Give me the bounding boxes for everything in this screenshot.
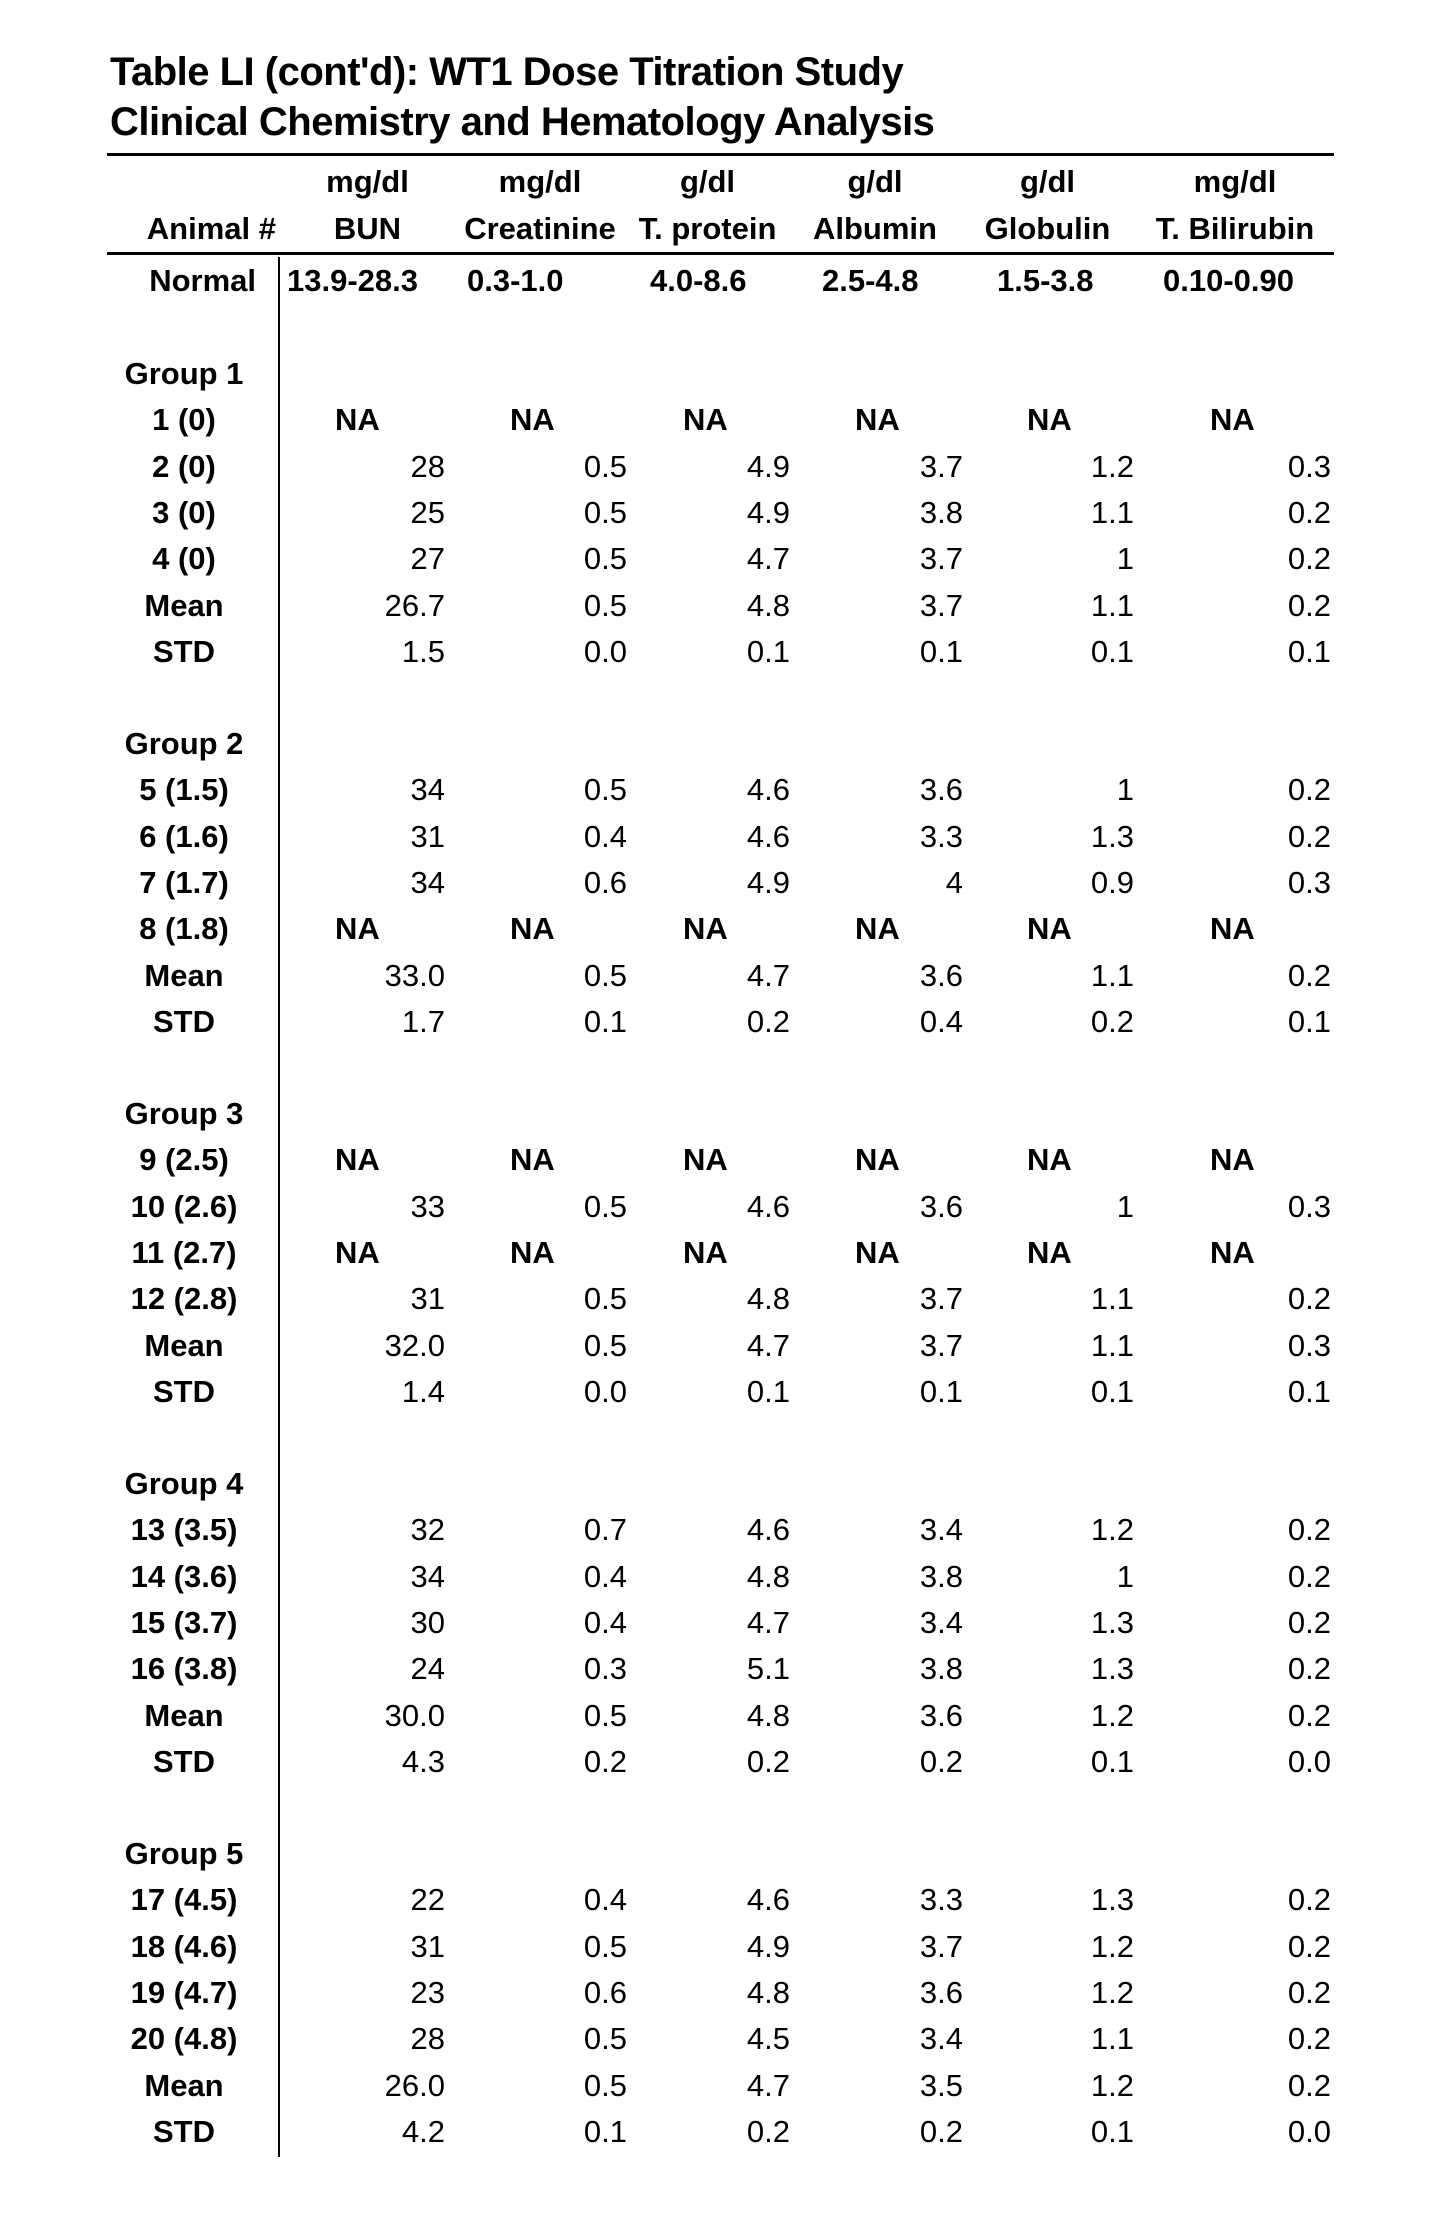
cell-value: NA [683,911,728,946]
cell-value: 0.2 [919,1744,963,1779]
cell-value: 0.5 [583,1929,627,1964]
cell-value: 4.6 [746,1512,790,1547]
cell-value: 3.6 [919,772,963,807]
cell-value: 0.2 [1287,1698,1331,1733]
cell-value: 0.2 [583,1744,627,1779]
cell-value: NA [1027,911,1072,946]
group-header-row [0,1096,1453,1136]
cell-value: 4.8 [746,1698,790,1733]
cell-value: 1.1 [1090,958,1134,993]
cell-value: 0.1 [1090,1374,1134,1409]
normal-t-bilirubin: 0.10-0.90 [1163,263,1294,298]
cell-value: 27 [410,541,445,576]
cell-value: 3.4 [919,1605,963,1640]
cell-value: 4.6 [746,1189,790,1224]
cell-value: 4.7 [746,541,790,576]
cell-value: 0.1 [919,634,963,669]
cell-value: 4.9 [746,865,790,900]
cell-value: 0.2 [1287,1929,1331,1964]
table-row [0,1281,1453,1321]
group-label: Group 5 [124,1836,244,1871]
cell-value: 0.3 [1287,449,1331,484]
header-creatinine: Creatinine [464,211,616,246]
cell-value: 1.2 [1090,449,1134,484]
cell-value: 31 [410,1929,445,1964]
cell-value: 3.6 [919,958,963,993]
cell-value: 0.1 [1287,1004,1331,1039]
row-label: Mean [144,1328,224,1363]
cell-value: 4.5 [746,2021,790,2056]
table-row [0,2021,1453,2061]
cell-value: 0.4 [583,1605,627,1640]
row-label: STD [153,1374,215,1409]
cell-value: 0.2 [1287,958,1331,993]
cell-value: 1.1 [1090,1328,1134,1363]
cell-value: 1 [1116,1189,1134,1224]
table-row [0,1189,1453,1229]
cell-value: 1.1 [1090,495,1134,530]
cell-value: 0.2 [1287,541,1331,576]
cell-value: 1.3 [1090,1605,1134,1640]
cell-value: 1.1 [1090,1281,1134,1316]
cell-value: 4.9 [746,449,790,484]
cell-value: 3.6 [919,1189,963,1224]
table-row [0,865,1453,905]
normal-albumin: 2.5-4.8 [822,263,919,298]
unit-albumin: g/dl [847,164,903,199]
cell-value: 0.2 [1287,819,1331,854]
cell-value: 0.3 [1287,1328,1331,1363]
cell-value: 28 [410,449,445,484]
cell-value: 34 [410,865,445,900]
row-label: 11 (2.7) [131,1235,237,1270]
cell-value: 0.3 [583,1651,627,1686]
cell-value: 0.1 [919,1374,963,1409]
cell-value: 3.5 [919,2068,963,2103]
row-label: 20 (4.8) [130,2021,238,2056]
cell-value: 34 [410,772,445,807]
cell-value: 3.6 [919,1698,963,1733]
cell-value: 0.2 [1287,1281,1331,1316]
normal-t-protein: 4.0-8.6 [650,263,747,298]
table-title: Table LI (cont'd): WT1 Dose Titration Study [110,50,904,94]
cell-value: 4.9 [746,1929,790,1964]
cell-value: 0.2 [746,1004,790,1039]
header-t-protein: T. protein [638,211,777,246]
cell-value: 4.6 [746,819,790,854]
table-row [0,541,1453,581]
row-label: 8 (1.8) [139,911,229,946]
cell-value: 4.7 [746,1605,790,1640]
cell-value: 0.1 [746,1374,790,1409]
cell-value: 0.0 [1287,1744,1331,1779]
cell-value: 34 [410,1559,445,1594]
group-header-row [0,356,1453,396]
cell-value: 3.4 [919,2021,963,2056]
table-row [0,1559,1453,1599]
normal-label: Normal [149,263,256,298]
unit-bun: mg/dl [326,164,409,199]
cell-value: 3.8 [919,495,963,530]
header-bun: BUN [333,211,402,246]
row-label: 9 (2.5) [139,1142,229,1177]
cell-value: 0.0 [1287,2114,1331,2149]
cell-value: 0.2 [746,1744,790,1779]
cell-value: 0.6 [583,865,627,900]
cell-value: NA [1210,911,1255,946]
row-label: 6 (1.6) [139,819,229,854]
header-globulin: Globulin [984,211,1111,246]
cell-value: 1.2 [1090,1512,1134,1547]
cell-value: 26.7 [384,588,445,623]
cell-value: 0.4 [919,1004,963,1039]
cell-value: 0.5 [583,2068,627,2103]
table-row [0,449,1453,489]
cell-value: 0.1 [1287,634,1331,669]
cell-value: 1.2 [1090,1929,1134,1964]
table-row [0,1004,1453,1044]
cell-value: 0.1 [583,2114,627,2149]
table-row [0,1744,1453,1784]
cell-value: 1.2 [1090,2068,1134,2103]
cell-value: 0.1 [583,1004,627,1039]
cell-value: 4.8 [746,1281,790,1316]
cell-value: 1.4 [401,1374,445,1409]
cell-value: 24 [410,1651,445,1686]
row-label: Mean [144,1698,224,1733]
row-label: 17 (4.5) [130,1882,238,1917]
table-row [0,958,1453,998]
row-label: Mean [144,2068,224,2103]
cell-value: 0.2 [919,2114,963,2149]
cell-value: 1 [1116,1559,1134,1594]
cell-value: 0.5 [583,1189,627,1224]
table-row [0,819,1453,859]
unit-globulin: g/dl [1019,164,1076,199]
row-label: Mean [144,588,224,623]
cell-value: 0.2 [1287,1975,1331,2010]
header-albumin: Albumin [813,211,937,246]
table-row [0,772,1453,812]
cell-value: 3.7 [919,449,963,484]
table-row [0,1142,1453,1182]
cell-value: NA [510,1235,555,1270]
table-subtitle: Clinical Chemistry and Hematology Analysis [110,100,935,144]
cell-value: 0.5 [583,2021,627,2056]
table-row [0,1605,1453,1645]
cell-value: 0.1 [1090,634,1134,669]
cell-value: 4.8 [746,1559,790,1594]
cell-value: 3.6 [919,1975,963,2010]
cell-value: 3.8 [919,1559,963,1594]
cell-value: NA [1210,1235,1255,1270]
row-label: 3 (0) [152,495,216,530]
normal-range-row [0,263,1453,303]
cell-value: 0.2 [1287,1605,1331,1640]
cell-value: 0.5 [583,541,627,576]
cell-value: 0.3 [1287,865,1331,900]
cell-value: NA [1027,402,1072,437]
header-animal: Animal # [146,211,276,246]
column-header-row [0,211,1453,251]
row-label: STD [153,1004,215,1039]
table-row [0,1651,1453,1691]
cell-value: 0.2 [1287,772,1331,807]
cell-value: 1.7 [401,1004,445,1039]
cell-value: NA [683,1235,728,1270]
group-label: Group 1 [124,356,244,391]
row-label: 1 (0) [152,402,216,437]
cell-value: 0.4 [583,1559,627,1594]
units-row [0,164,1453,204]
cell-value: 4 [945,865,963,900]
cell-value: 0.9 [1090,865,1134,900]
cell-value: 0.2 [1287,1512,1331,1547]
cell-value: 1 [1116,772,1134,807]
table-row [0,1975,1453,2015]
cell-value: 4.7 [746,1328,790,1363]
table-row [0,1882,1453,1922]
cell-value: 3.3 [919,1882,963,1917]
row-label: 4 (0) [152,541,216,576]
cell-value: 0.2 [1287,1559,1331,1594]
cell-value: 25 [410,495,445,530]
row-label: 16 (3.8) [130,1651,238,1686]
group-label: Group 4 [124,1466,244,1501]
row-label: STD [153,2114,215,2149]
group-header-row [0,726,1453,766]
cell-value: 0.4 [583,1882,627,1917]
cell-value: 1.3 [1090,1651,1134,1686]
cell-value: 1.3 [1090,819,1134,854]
unit-t-protein: g/dl [679,164,736,199]
table-row [0,1374,1453,1414]
cell-value: 4.6 [746,1882,790,1917]
cell-value: NA [335,1142,380,1177]
cell-value: 3.7 [919,1929,963,1964]
row-label: 10 (2.6) [130,1189,238,1224]
cell-value: 26.0 [384,2068,445,2103]
cell-value: NA [855,1235,900,1270]
cell-value: 30 [410,1605,445,1640]
cell-value: NA [335,1235,380,1270]
cell-value: NA [510,1142,555,1177]
cell-value: 0.1 [1090,2114,1134,2149]
cell-value: 0.0 [583,1374,627,1409]
cell-value: NA [510,402,555,437]
cell-value: 3.7 [919,1281,963,1316]
cell-value: 0.2 [1090,1004,1134,1039]
table-row [0,1698,1453,1738]
cell-value: 0.5 [583,772,627,807]
table-row [0,2114,1453,2154]
cell-value: 4.7 [746,2068,790,2103]
cell-value: NA [1027,1142,1072,1177]
cell-value: 0.0 [583,634,627,669]
cell-value: 0.5 [583,588,627,623]
cell-value: 3.3 [919,819,963,854]
cell-value: 0.2 [1287,1651,1331,1686]
row-label: STD [153,634,215,669]
cell-value: 0.7 [583,1512,627,1547]
cell-value: NA [855,911,900,946]
cell-value: NA [335,402,380,437]
row-label: 7 (1.7) [139,865,229,900]
cell-value: NA [855,1142,900,1177]
table-row [0,588,1453,628]
cell-value: 31 [410,1281,445,1316]
cell-value: 1 [1116,541,1134,576]
cell-value: NA [1027,1235,1072,1270]
cell-value: 4.9 [746,495,790,530]
cell-value: 4.8 [746,1975,790,2010]
group-label: Group 2 [124,726,244,761]
row-label: Mean [144,958,224,993]
cell-value: 0.1 [1287,1374,1331,1409]
cell-value: NA [510,911,555,946]
cell-value: 1.1 [1090,588,1134,623]
cell-value: 0.1 [746,634,790,669]
table-row [0,2068,1453,2108]
row-label: 15 (3.7) [130,1605,238,1640]
group-label: Group 3 [124,1096,244,1131]
cell-value: 0.5 [583,449,627,484]
cell-value: 4.7 [746,958,790,993]
cell-value: 0.1 [1090,1744,1134,1779]
cell-value: NA [855,402,900,437]
cell-value: NA [1210,402,1255,437]
cell-value: 4.6 [746,772,790,807]
table-row [0,911,1453,951]
cell-value: 33.0 [384,958,445,993]
cell-value: 0.3 [1287,1189,1331,1224]
cell-value: 0.2 [1287,1882,1331,1917]
table-row [0,1512,1453,1552]
row-label: 14 (3.6) [130,1559,238,1594]
cell-value: 32 [410,1512,445,1547]
cell-value: 0.2 [1287,588,1331,623]
cell-value: 0.5 [583,495,627,530]
cell-value: 4.8 [746,588,790,623]
cell-value: 32.0 [384,1328,445,1363]
cell-value: 0.5 [583,958,627,993]
table-row [0,1235,1453,1275]
cell-value: 0.2 [1287,2021,1331,2056]
group-header-row [0,1836,1453,1876]
row-label: 12 (2.8) [130,1281,238,1316]
cell-value: 33 [410,1189,445,1224]
cell-value: 31 [410,819,445,854]
table-row [0,495,1453,535]
unit-t-bilirubin: mg/dl [1193,164,1277,199]
cell-value: 0.2 [1287,2068,1331,2103]
table-row [0,402,1453,442]
row-label: 18 (4.6) [130,1929,238,1964]
unit-creatinine: mg/dl [498,164,582,199]
cell-value: 0.6 [583,1975,627,2010]
cell-value: NA [683,1142,728,1177]
cell-value: 1.5 [401,634,445,669]
row-label: 2 (0) [152,449,216,484]
table-row [0,1328,1453,1368]
row-label: 13 (3.5) [130,1512,238,1547]
cell-value: 0.5 [583,1328,627,1363]
cell-value: 30.0 [384,1698,445,1733]
title-rule [107,153,1334,156]
cell-value: 0.2 [746,2114,790,2149]
cell-value: 0.2 [1287,495,1331,530]
row-label: 19 (4.7) [130,1975,238,2010]
cell-value: 1.1 [1090,2021,1134,2056]
normal-bun: 13.9-28.3 [287,263,418,298]
table-row [0,1929,1453,1969]
row-label: STD [153,1744,215,1779]
group-header-row [0,1466,1453,1506]
cell-value: NA [683,402,728,437]
table-row [0,634,1453,674]
header-rule [107,252,1334,255]
cell-value: 28 [410,2021,445,2056]
cell-value: 1.3 [1090,1882,1134,1917]
cell-value: 3.7 [919,1328,963,1363]
cell-value: 3.8 [919,1651,963,1686]
cell-value: 4.3 [401,1744,445,1779]
header-t-bilirubin: T. Bilirubin [1155,211,1315,246]
row-label: 5 (1.5) [139,772,229,807]
cell-value: 3.7 [919,541,963,576]
cell-value: 1.2 [1090,1975,1134,2010]
normal-creatinine: 0.3-1.0 [467,263,564,298]
cell-value: NA [335,911,380,946]
cell-value: 3.7 [919,588,963,623]
cell-value: NA [1210,1142,1255,1177]
normal-globulin: 1.5-3.8 [997,263,1094,298]
cell-value: 4.2 [401,2114,445,2149]
cell-value: 0.5 [583,1281,627,1316]
cell-value: 5.1 [746,1651,790,1686]
cell-value: 22 [410,1882,445,1917]
cell-value: 23 [410,1975,445,2010]
cell-value: 0.5 [583,1698,627,1733]
cell-value: 3.4 [919,1512,963,1547]
cell-value: 1.2 [1090,1698,1134,1733]
cell-value: 0.4 [583,819,627,854]
